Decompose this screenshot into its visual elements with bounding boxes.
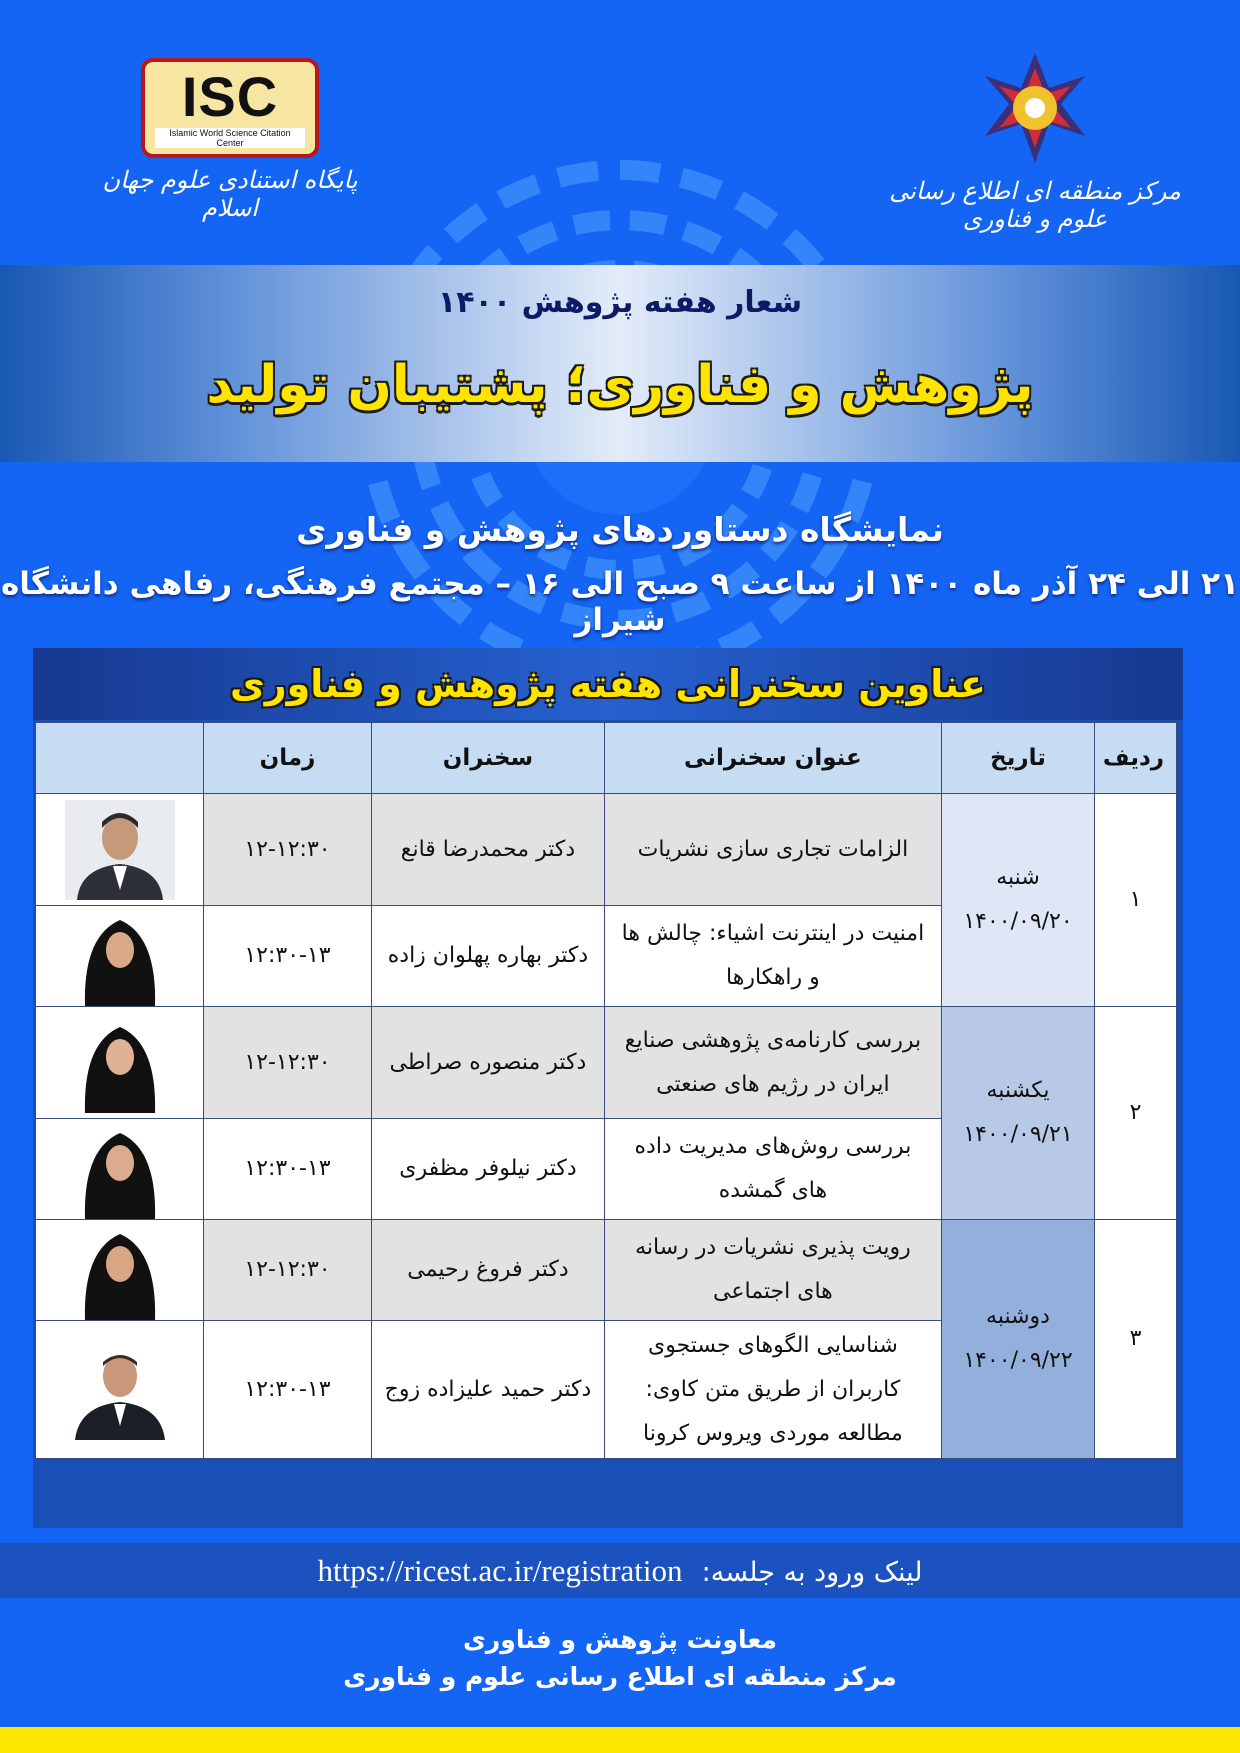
speaker-name: دکتر بهاره پهلوان زاده (371, 906, 604, 1007)
day-date-cell (941, 1220, 1094, 1459)
ricest-star-icon (970, 50, 1100, 165)
speaker-photo-female (65, 1119, 175, 1219)
lecture-schedule-table (35, 722, 1177, 1459)
isc-subtitle: Islamic World Science Citation Center (155, 128, 305, 148)
column-header-photo (36, 723, 204, 794)
column-header-row: ردیف (1095, 723, 1177, 794)
speaker-name: دکتر محمدرضا قانع (371, 794, 604, 906)
footer-department: معاونت پژوهش و فناوری (463, 1625, 777, 1654)
footer-organization: مرکز منطقه ای اطلاع رسانی علوم و فناوری (343, 1662, 897, 1691)
day-date-cell (941, 794, 1094, 1007)
row-number: ۲ (1095, 1007, 1177, 1220)
isc-logo (85, 58, 375, 222)
lecture-title: رویت پذیری نشریات در رسانه های اجتماعی (604, 1220, 941, 1321)
speaker-photo-cell (36, 1007, 204, 1119)
lecture-time: ۱۲-۱۲:۳۰ (204, 1007, 372, 1119)
day-name: یکشنبه (986, 1078, 1050, 1103)
speaker-name: دکتر نیلوفر مظفری (371, 1119, 604, 1220)
table-row (36, 1220, 1177, 1321)
speaker-photo-cell (36, 1119, 204, 1220)
table-row (36, 1007, 1177, 1119)
slogan-main-title: پژوهش و فناوری؛ پشتیبان تولید (206, 355, 1034, 415)
lecture-title: بررسی کارنامه‌ی پژوهشی صنایع ایران در رژیم های صنعتی (604, 1007, 941, 1119)
registration-link[interactable]: https://ricest.ac.ir/registration (317, 1553, 683, 1588)
day-date: ۱۴۰۰/۰۹/۲۰ (963, 909, 1073, 934)
expo-date-line: ۲۱ الی ۲۴ آذر ماه ۱۴۰۰ از ساعت ۹ صبح الی ۱۶ – مجتمع فرهنگی، رفاهی دانشگاه شیراز (0, 566, 1240, 638)
bottom-yellow-strip (0, 1727, 1240, 1753)
speaker-name: دکتر حمید علیزاده زوج (371, 1321, 604, 1459)
speaker-photo-female (65, 1013, 175, 1113)
lecture-time: ۱۲:۳۰-۱۳ (204, 1321, 372, 1459)
lecture-title: شناسایی الگوهای جستجوی کاربران از طریق متن کاوی: مطالعه موردی ویروس کرونا (604, 1321, 941, 1459)
day-name: شنبه (996, 865, 1040, 890)
column-header-date: تاریخ (941, 723, 1094, 794)
column-header-speaker: سخنران (371, 723, 604, 794)
speaker-photo-cell (36, 1321, 204, 1459)
column-header-title: عنوان سخنرانی (604, 723, 941, 794)
day-name: دوشنبه (986, 1304, 1050, 1329)
speaker-photo-cell (36, 906, 204, 1007)
day-date: ۱۴۰۰/۰۹/۲۲ (963, 1348, 1073, 1373)
slogan-small-title: شعار هفته پژوهش ۱۴۰۰ (437, 285, 803, 320)
speaker-photo-female (65, 906, 175, 1006)
speaker-photo-female (65, 1220, 175, 1320)
lecture-title: امنیت در اینترنت اشیاء: چالش ها و راهکارها (604, 906, 941, 1007)
lecture-title: الزامات تجاری سازی نشریات (604, 794, 941, 906)
isc-acronym: ISC (181, 65, 279, 128)
isc-badge (141, 58, 319, 158)
row-number: ۳ (1095, 1220, 1177, 1459)
table-heading: عناوین سخنرانی هفته پژوهش و فناوری (33, 648, 1183, 720)
day-date: ۱۴۰۰/۰۹/۲۱ (963, 1122, 1073, 1147)
registration-bar (0, 1543, 1240, 1598)
lecture-title: بررسی روش‌های مدیریت داده های گمشده (604, 1119, 941, 1220)
column-header-time: زمان (204, 723, 372, 794)
speaker-photo-male (65, 1340, 175, 1440)
speaker-name: دکتر فروغ رحیمی (371, 1220, 604, 1321)
lecture-time: ۱۲-۱۲:۳۰ (204, 1220, 372, 1321)
speaker-name: دکتر منصوره صراطی (371, 1007, 604, 1119)
lecture-time: ۱۲-۱۲:۳۰ (204, 794, 372, 906)
registration-label: لینک ورود به جلسه: (701, 1557, 923, 1588)
lecture-time: ۱۲:۳۰-۱۳ (204, 1119, 372, 1220)
speaker-photo-cell (36, 1220, 204, 1321)
expo-title: نمایشگاه دستاوردهای پژوهش و فناوری (296, 510, 944, 549)
ricest-caption: مرکز منطقه ای اطلاع رسانی علوم و فناوری (889, 177, 1181, 233)
row-number: ۱ (1095, 794, 1177, 1007)
isc-caption: پایگاه استنادی علوم جهان اسلام (102, 166, 358, 222)
ricest-logo (880, 50, 1190, 233)
speaker-photo-male (65, 800, 175, 900)
day-date-cell (941, 1007, 1094, 1220)
lecture-time: ۱۲:۳۰-۱۳ (204, 906, 372, 1007)
table-row (36, 794, 1177, 906)
table-header-row (36, 723, 1177, 794)
speaker-photo-cell (36, 794, 204, 906)
